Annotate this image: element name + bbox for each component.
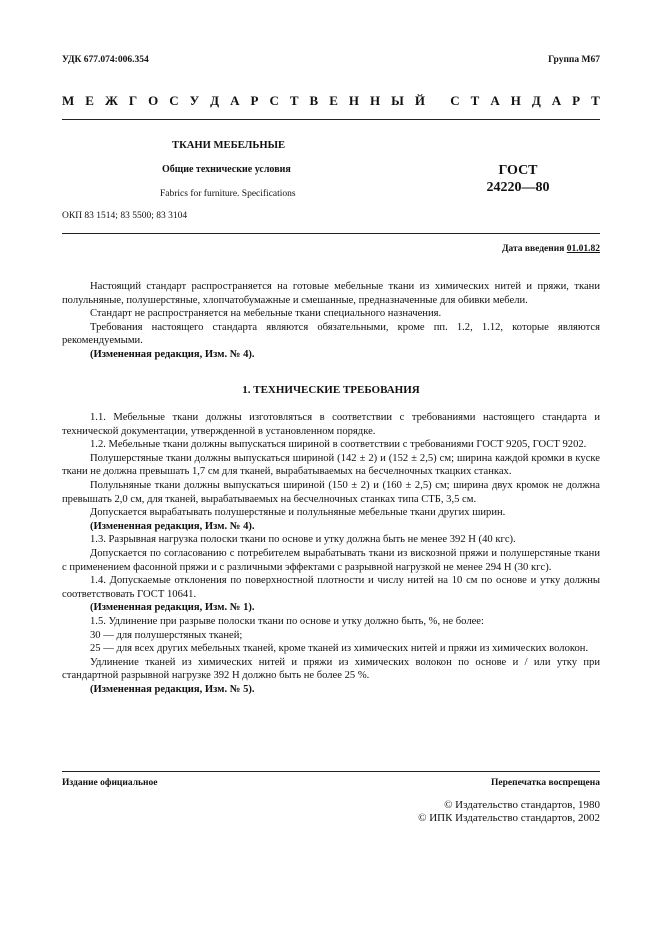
introduction-date-value: 01.01.82 xyxy=(566,244,600,254)
interstate-letter: А xyxy=(230,93,240,108)
section-paragraph: 1.4. Допускаемые отклонения по поверхностной плотности и числу нитей на 10 см по основе и утку должны соответствовать ГОСТ 10641. xyxy=(62,575,600,600)
udk-code: УДК 677.074:006.354 xyxy=(62,55,149,65)
section-paragraph: Полушерстяные ткани должны выпускаться шириной (142 ± 2) и (152 ± 2,5) см; ширина каждой кромки в куске ткани не должна превышать 1,7 см для тканей, вырабатываемых на бесчелночных ткацких станках. xyxy=(62,452,600,478)
copyright-2002: © ИПК Издательство стандартов, 2002 xyxy=(418,812,600,824)
intro-paragraph: Требования настоящего стандарта являются обязательными, кроме пп. 1.2, 1.12, которые являются рекомендуемыми. xyxy=(62,321,600,347)
gost-number xyxy=(483,162,553,196)
section-paragraph: 30 — для полушерстяных тканей; xyxy=(90,629,243,641)
section-paragraph: Полульняные ткани должны выпускаться шириной (150 ± 2) и (160 ± 2,5) см; ширина двух кромок не должна превышать 2,0 см, для тканей, вырабатываемых на бесчелночных станках типа СТБ, 3,5 см. xyxy=(62,479,600,505)
intro-paragraph: Стандарт не распространяется на мебельные ткани специального назначения. xyxy=(90,308,442,320)
interstate-letter: Т xyxy=(591,93,600,108)
interstate-letter xyxy=(436,94,439,108)
official-edition: Издание официальное xyxy=(62,778,158,788)
interstate-letter: М xyxy=(62,93,75,108)
intro-text xyxy=(62,280,600,362)
interstate-letter: Е xyxy=(329,93,338,108)
copyright-1980: © Издательство стандартов, 1980 xyxy=(444,799,600,811)
english-title: Fabrics for furniture. Specifications xyxy=(160,189,296,199)
interstate-letter: Е xyxy=(85,93,94,108)
interstate-letter: А xyxy=(551,93,562,108)
interstate-letter: Н xyxy=(348,93,359,108)
interstate-letter: В xyxy=(309,93,319,108)
interstate-letter: Д xyxy=(210,93,220,108)
title-rule xyxy=(62,233,600,234)
header-rule xyxy=(62,119,600,120)
group-code: Группа М67 xyxy=(548,55,600,65)
interstate-letter: А xyxy=(490,93,500,108)
intro-amendment: (Измененная редакция, Изм. № 4). xyxy=(90,348,255,360)
section-paragraph: 25 — для всех других мебельных тканей, кроме тканей из химических нитей и пряжи из химических волокон. xyxy=(90,643,589,655)
section-amendment: (Измененная редакция, Изм. № 4). xyxy=(90,520,255,532)
section-paragraph: Допускается по согласованию с потребителем вырабатывать ткани из вискозной пряжи и полушерстяные ткани с применением фасонной пряжи и с различными эффектами с разрывной нагрузкой не менее 294 Н (30 кгс). xyxy=(62,547,600,573)
document-title: ТКАНИ МЕБЕЛЬНЫЕ xyxy=(172,140,286,151)
section-text xyxy=(62,411,600,696)
section-paragraph: 1.1. Мебельные ткани должны изготовляться в соответствии с требованиями настоящего стандарта и технической документации, утвержденной в установленном порядке. xyxy=(62,412,600,437)
interstate-letter: Т xyxy=(289,93,299,108)
gost-label: ГОСТ xyxy=(498,163,538,178)
document-subtitle: Общие технические условия xyxy=(162,164,291,175)
section-heading: 1. ТЕХНИЧЕСКИЕ ТРЕБОВАНИЯ xyxy=(242,384,420,396)
interstate-letter: Н xyxy=(369,93,381,108)
interstate-letter: Р xyxy=(250,93,259,108)
section-paragraph: 1.2. Мебельные ткани должны выпускаться шириной в соответствии с требованиями ГОСТ 9205, ГОСТ 9202. xyxy=(90,439,587,451)
interstate-letter: Н xyxy=(510,93,521,108)
section-amendment: (Измененная редакция, Изм. № 1). xyxy=(90,602,255,614)
interstate-letter: Т xyxy=(470,93,480,108)
interstate-letter: Ы xyxy=(391,93,404,108)
interstate-standard-heading xyxy=(62,94,600,108)
interstate-letter: С xyxy=(169,93,179,108)
footer-rule xyxy=(62,771,600,772)
section-paragraph: 1.3. Разрывная нагрузка полоски ткани по основе и утку должна быть не менее 392 Н (40 кгс). xyxy=(90,534,516,546)
interstate-letter: Й xyxy=(414,93,425,108)
section-amendment: (Измененная редакция, Изм. № 5). xyxy=(90,683,255,695)
interstate-letter: Ж xyxy=(104,93,118,108)
okp-codes: ОКП 83 1514; 83 5500; 83 3104 xyxy=(62,211,188,221)
interstate-letter: У xyxy=(189,93,200,108)
interstate-letter: О xyxy=(148,93,159,108)
intro-paragraph: Настоящий стандарт распространяется на готовые мебельные ткани из химических нитей и пряжи, ткани полульняные, полушерстяные, хлопчатобумажные и смешанные, предназначенные для обивки мебели. xyxy=(62,281,600,306)
interstate-letter: С xyxy=(269,93,279,108)
reprint-prohibited: Перепечатка воспрещена xyxy=(490,778,600,788)
section-paragraph: Допускается вырабатывать полушерстяные и полульняные мебельные ткани других ширин. xyxy=(90,507,506,519)
interstate-letter: С xyxy=(450,93,460,108)
gost-code: 24220—80 xyxy=(486,180,550,195)
interstate-letter: Г xyxy=(128,93,138,108)
section-paragraph: 1.5. Удлинение при разрыве полоски ткани по основе и утку должно быть, %, не более: xyxy=(90,615,484,627)
section-paragraph: Удлинение тканей из химических нитей и пряжи из химических волокон по основе и / или утку при стандартной разрывной нагрузке 392 Н должно быть не более 25 %. xyxy=(62,656,600,682)
interstate-letter: Д xyxy=(531,93,541,108)
introduction-date-label: Дата введения xyxy=(501,244,565,254)
interstate-letter: Р xyxy=(572,93,581,108)
introduction-date xyxy=(502,243,600,257)
